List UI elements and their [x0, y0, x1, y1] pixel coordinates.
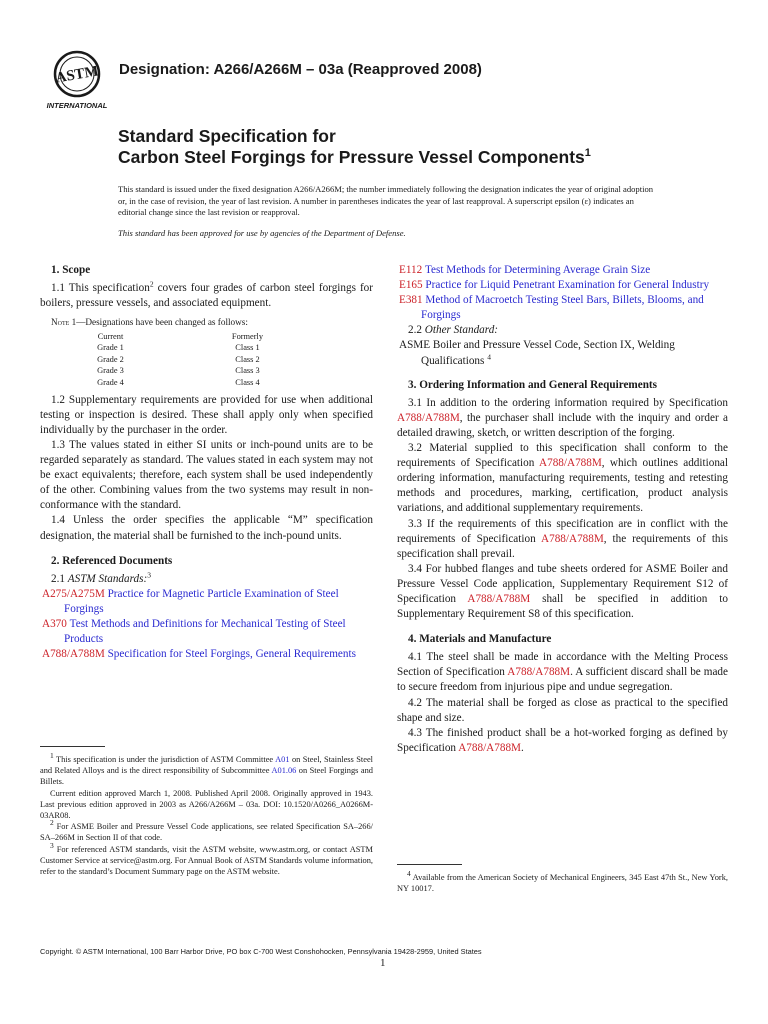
para-1-4: 1.4 Unless the order specifies the applicable “M” specification designation, the material shall be furnished to the inch-pound units. [40, 514, 373, 542]
para-4-3: 4.3 The finished product shall be a hot-worked forging as defined by Specification A788/A788M. [397, 726, 728, 754]
para-3-1: 3.1 In addition to the ordering information required by Specification A788/A788M, the purchaser shall include with the inquiry and order a detailed drawing, sketch, or written description of the forging. [397, 396, 728, 439]
astm-logo [44, 46, 110, 112]
document-title [118, 126, 591, 168]
ref-asme: ASME Boiler and Pressure Vessel Code, Section IX, Welding Qualifications $^4$ [399, 339, 675, 367]
ref-e112[interactable]: E112 Test Methods for Determining Average Grain Size [399, 264, 651, 276]
para-1-2: 1.2 Supplementary requirements are provided for use when additional testing or inspection is desired. These shall apply only when specified individually by the purchaser in the order. [40, 393, 373, 436]
footnote-rule-left [40, 746, 105, 747]
svg-text:ASTM: ASTM [54, 63, 100, 87]
ref-a275[interactable]: A275/A275M Practice for Magnetic Particle Examination of Steel Forgings [42, 587, 339, 615]
title-line-1: Standard Specification for [118, 126, 336, 146]
ref-e165[interactable]: E165 Practice for Liquid Penetrant Examination for General Industry [399, 279, 710, 292]
footnote-2: $^2$ For ASME Boiler and Pressure Vessel Code applications, see related Specification SA–266/ SA–266M in Section II of that code. [40, 818, 373, 843]
para-3-3: 3.3 If the requirements of this specification are in conflict with the requirements of Specification A788/A788M, the requirements of this specification shall prevail. [397, 517, 728, 560]
footnotes-right [397, 869, 728, 894]
grade-table: Current Formerly Grade 1 Class 1 Grade 2 Class 2 Grade 3 Class 3 Grade 4 Class 4 [97, 331, 264, 388]
section-4-heading: 4. Materials and Manufacture [408, 633, 552, 646]
para-3-2: 3.2 Material supplied to this specification shall conform to the requirements of Specification A788/A788M, which outlines additional ordering information, manufacturing requirements, testing and retesting methods and procedures, marking, certification, product analysis variations, and additional supplementary requirements. [397, 442, 728, 515]
dod-approval: This standard has been approved for use by agencies of the Department of Defense. [118, 228, 406, 238]
section-2-heading: 2. Referenced Documents [51, 554, 173, 567]
footnotes-left [40, 751, 373, 877]
ref-a788[interactable]: A788/A788M Specification for Steel Forgings, General Requirements [42, 648, 356, 661]
section-1-heading: 1. Scope [51, 264, 91, 276]
section-3-heading: 3. Ordering Information and General Requirements [408, 378, 658, 391]
para-2-2: 2.2 Other Standard: [408, 324, 499, 337]
designation: Designation: A266/A266M – 03a (Reapproved 2008) [119, 61, 482, 78]
para-3-4: 3.4 For hubbed flanges and tube sheets ordered for ASME Boiler and Pressure Vessel Code application, Supplementary Requirement S12 of Specification A788/A788M shall be specified in addition to Supplementary Requirement S8 of this specification. [397, 562, 728, 621]
para-1-1: 1.1 This specification$^2$ covers four grades of carbon steel forgings for boilers, pressure vessels, and associated equipment. [40, 279, 373, 310]
para-1-3: 1.3 The values stated in either SI units or inch-pound units are to be regarded separately as standard. The values stated in each system may not be exact equivalents; therefore, each system shall be used independently of the other. Combining values from the two systems may result in non-conformance with the standard. [40, 438, 373, 512]
para-4-2: 4.2 The material shall be forged as close as practical to the specified shape and size. [397, 696, 728, 724]
note-1: Note 1—Designations have been changed as follows: Current Formerly Grade 1 Class 1 Grade 2 Class 2 Grade 3 Class 3 Grade 4 Class 4 [40, 317, 373, 388]
right-column [397, 263, 728, 756]
page-number: 1 [380, 957, 386, 969]
footnote-1-edition: Current edition approved March 1, 2008. Published April 2008. Originally approved in 1943. Last previous edition approved in 2003 as A266/A266M – 03a. DOI: 10.1520/A0266_A0266M-03AR08. [40, 788, 373, 821]
footnote-3: $^3$ For referenced ASTM standards, visit the ASTM website, www.astm.org, or contact ASTM Customer Service at service@astm.org. For Annual Book of ASTM Standards volume information, refer to the standard’s Document Summary page on the ASTM website. [40, 840, 373, 877]
ref-e381[interactable]: E381 Method of Macroetch Testing Steel Bars, Billets, Blooms, and Forgings [399, 294, 704, 322]
para-2-1: 2.1 ASTM Standards:$^3$ [51, 569, 151, 585]
left-column [40, 263, 373, 662]
title-line-2: Carbon Steel Forgings for Pressure Vessel Components$^1$ [118, 147, 591, 167]
footnote-rule-right [397, 864, 462, 865]
footnote-1: $^1$ This specification is under the jurisdiction of ASTM Committee A01 on Steel, Stainless Steel and Related Alloys and is the direct responsibility of Subcommittee A01.06 on Steel Forgings and Billets. [40, 751, 373, 787]
svg-text:INTERNATIONAL: INTERNATIONAL [46, 101, 108, 110]
para-4-1: 4.1 The steel shall be made in accordance with the Melting Process Section of Specification A788/A788M. A sufficient discard shall be made to secure freedom from injurious pipe and undue segregation. [397, 651, 728, 694]
ref-a370[interactable]: A370 Test Methods and Definitions for Mechanical Testing of Steel Products [42, 617, 346, 646]
standard-intro: This standard is issued under the fixed designation A266/A266M; the number immediately following the designation indicates the year of original adoption or, in the case of revision, the year of last revision. A number in parentheses indicates the year of last reapproval. A superscript epsilon (ε) indicates an editorial change since the last revision or reapproval. [118, 184, 654, 218]
footnote-4: $^4$ Available from the American Society of Mechanical Engineers, 345 East 47th St., New York, NY 10017. [397, 869, 728, 894]
copyright-notice: Copyright. © ASTM International, 100 Barr Harbor Drive, PO box C-700 West Conshohocken, Pennsylvania 19428-2959, United States [40, 947, 482, 956]
